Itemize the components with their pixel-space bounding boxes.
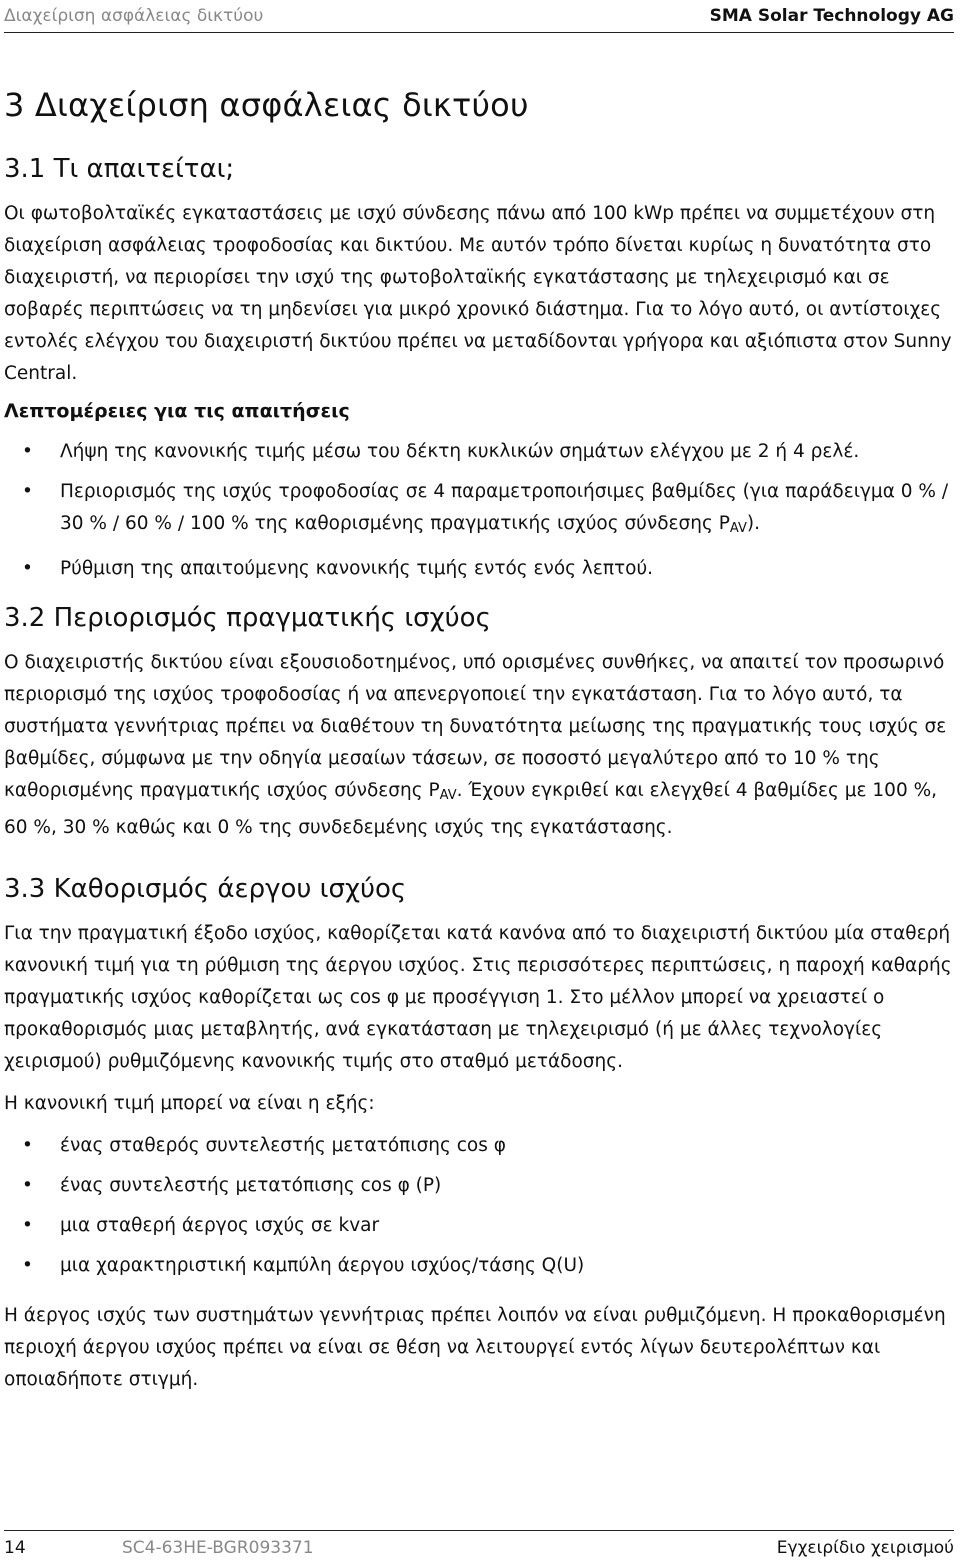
chapter-title: 3 Διαχείριση ασφάλειας δικτύου <box>4 86 529 124</box>
section-3-2-title: 3.2 Περιορισμός πραγματικής ισχύος <box>4 603 491 633</box>
bullet-icon: • <box>22 558 33 579</box>
page-footer <box>4 1530 954 1565</box>
list-item <box>4 1170 954 1202</box>
requirements-subheading: Λεπτομέρειες για τις απαιτήσεις <box>4 400 350 422</box>
section-3-1-title: 3.1 Τι απαιτείται; <box>4 154 235 184</box>
subscript: AV <box>439 788 457 803</box>
section-3-3-paragraph-2: Η κανονική τιμή μπορεί να είναι η εξής: <box>4 1093 375 1114</box>
bullet-icon: • <box>22 1135 33 1156</box>
list-item-text: Περιορισμός της ισχύς τροφοδοσίας σε 4 παραμετροποιήσιμες βαθμίδες (για παράδειγμα 0 % / 30 % / 60 % / 100 % της καθορισμένης πραγματικής ισχύος σύνδεσης P <box>60 481 949 534</box>
list-item <box>4 1130 954 1162</box>
section-3-2-paragraph <box>4 647 954 844</box>
list-item-text: ένας συντελεστής μετατόπισης cos φ (P) <box>60 1175 442 1196</box>
section-3-3-paragraph-3: Η άεργος ισχύς των συστημάτων γεννήτριας πρέπει λοιπόν να είναι ρυθμιζόμενη. Η προκαθορισμένη περιοχή άεργου ισχύος πρέπει να είναι σε θέση να λειτουργεί εντός λίγων δευτερολέπτων και οποιαδήποτε στιγμή. <box>4 1305 946 1390</box>
page-header <box>4 0 954 33</box>
list-item-text: Ρύθμιση της απαιτούμενης κανονικής τιμής εντός ενός λεπτού. <box>60 558 654 579</box>
list-item-text: μια χαρακτηριστική καμπύλη άεργου ισχύος/τάσης Q(U) <box>60 1255 585 1276</box>
paragraph-text-end: . Έχουν εγκριθεί και ελεγχθεί 4 βαθμίδες με 100 %, 60 %, 30 % καθώς και 0 % της συνδεδεμένης ισχύς της εγκατάστασης. <box>4 780 938 838</box>
document-title: Εγχειρίδιο χειρισμού <box>776 1538 954 1558</box>
list-item-text-end: ). <box>746 513 760 534</box>
bullet-icon: • <box>22 481 33 502</box>
section-3-3-title: 3.3 Καθορισμός άεργου ισχύος <box>4 874 407 904</box>
subscript: AV <box>729 521 747 536</box>
header-section-title: Διαχείριση ασφάλειας δικτύου <box>4 6 264 26</box>
bullet-icon: • <box>22 1215 33 1236</box>
bullet-icon: • <box>22 1175 33 1196</box>
list-item <box>4 436 954 468</box>
bullet-icon: • <box>22 1255 33 1276</box>
section-3-3-paragraph-1: Για την πραγματική έξοδο ισχύος, καθορίζεται κατά κανόνα από το διαχειριστή δικτύου μία σταθερή κανονική τιμή για τη ρύθμιση της άεργου ισχύος. Στις περισσότερες περιπτώσεις, η παροχή καθαρής πραγματικής ισχύος καθορίζεται ως cos φ με προσέγγιση 1. Στο μέλλον μπορεί να χρειαστεί ο προκαθορισμός μιας μεταβλητής, ανά εγκατάσταση με τηλεχειρισμό (ή με άλλες τεχνολογίες χειρισμού) ρυθμιζόμενης κανονικής τιμής στο σταθμό μετάδοσης. <box>4 923 952 1072</box>
page-number: 14 <box>4 1538 26 1558</box>
document-code: SC4-63HE-BGR093371 <box>122 1538 314 1558</box>
bullet-icon: • <box>22 441 33 462</box>
list-item <box>4 553 954 585</box>
list-item-text: ένας σταθερός συντελεστής μετατόπισης cos φ <box>60 1135 506 1156</box>
list-item <box>4 1210 954 1242</box>
list-item-text: μια σταθερή άεργος ισχύς σε kvar <box>60 1215 380 1236</box>
list-item-text: Λήψη της κανονικής τιμής μέσω του δέκτη κυκλικών σημάτων ελέγχου με 2 ή 4 ρελέ. <box>60 441 860 462</box>
requirements-list <box>4 436 954 585</box>
section-3-1-paragraph: Οι φωτοβολταϊκές εγκαταστάσεις με ισχύ σύνδεσης πάνω από 100 kWp πρέπει να συμμετέχουν στη διαχείριση ασφάλειας τροφοδοσίας και δικτύου. Με αυτόν τρόπο δίνεται κυρίως η δυνατότητα στο διαχειριστή, να περιορίσει την ισχύ της φωτοβολταϊκής εγκατάστασης με τηλεχειρισμό και σε σοβαρές περιπτώσεις να τη μηδενίσει για μικρό χρονικό διάστημα. Για το λόγο αυτό, οι αντίστοιχες εντολές ελέγχου του διαχειριστή δικτύου πρέπει να μεταδίδονται γρήγορα και αξιόπιστα στον Sunny Central. <box>4 203 952 384</box>
list-item <box>4 1250 954 1282</box>
page-content <box>4 86 954 1406</box>
paragraph-text: Ο διαχειριστής δικτύου είναι εξουσιοδοτημένος, υπό ορισμένες συνθήκες, να απαιτεί τον προσωρινό περιορισμό της ισχύος τροφοδοσίας ή να απενεργοποιεί την εγκατάσταση. Για το λόγο αυτό, τα συστήματα γεννήτριας πρέπει να διαθέτουν τη δυνατότητα μείωσης της πραγματικής τους ισχύς σε βαθμίδες, σύμφωνα με την οδηγία μεσαίων τάσεων, σε ποσοστό μεγαλύτερο από το 10 % της καθορισμένης πραγματικής ισχύος σύνδεσης P <box>4 652 947 801</box>
reference-value-list <box>4 1130 954 1282</box>
list-item <box>4 476 954 545</box>
header-company: SMA Solar Technology AG <box>709 6 954 26</box>
